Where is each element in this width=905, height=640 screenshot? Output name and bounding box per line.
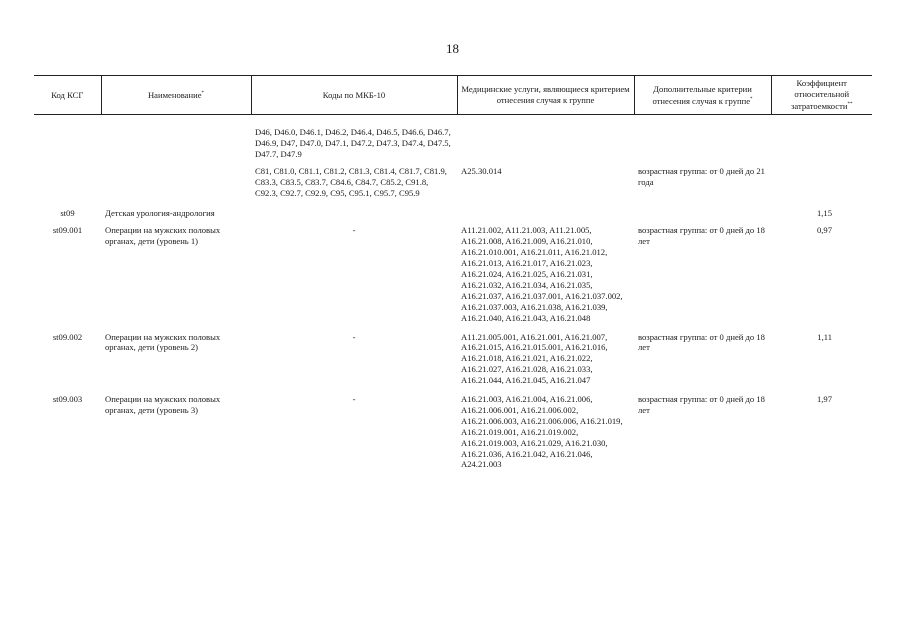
cell-coef: 1,15 <box>816 208 832 219</box>
cell-code: st09.001 <box>52 225 83 236</box>
col-header-name: Наименование* <box>101 76 251 115</box>
col-header-mkb: Коды по МКБ-10 <box>251 76 457 115</box>
table-header-row <box>34 76 872 115</box>
table-row <box>34 394 872 470</box>
cell-services: A11.21.005.001, A16.21.001, A16.21.007, A16.21.015, A16.21.015.001, A16.21.016, A16.21.018, A16.21.021, A16.21.022, A16.21.027, A16.21.028, A16.21.033, A16.21.044, A16.21.045, A16.21.047 <box>461 331 608 386</box>
cell-coef: 1,97 <box>816 394 832 405</box>
cell-name: Детская урология-андрология <box>105 208 215 219</box>
cell-mkb: - <box>352 394 356 405</box>
cell-code: st09.003 <box>52 394 83 405</box>
cell-code: st09.002 <box>52 331 83 342</box>
cell-name: Операции на мужских половых органах, дети (уровень 2) <box>105 331 221 353</box>
cell-criteria: возрастная группа: от 0 дней до 18 лет <box>638 331 765 353</box>
cell-name <box>101 127 251 166</box>
col-header-code: Код КСГ <box>34 76 101 115</box>
footnote-mark: * <box>750 96 753 102</box>
cell-criteria: возрастная группа: от 0 дней до 21 года <box>638 165 765 187</box>
col-header-services: Медицинские услуги, являющиеся критерием отнесения случая к группе <box>457 76 634 115</box>
cell-services <box>457 127 634 166</box>
cell-coef: 1,11 <box>817 331 832 342</box>
cell-services: A16.21.003, A16.21.004, A16.21.006, A16.21.006.001, A16.21.006.002, A16.21.006.003, A16.21.006.006, A16.21.019, A16.21.019.001, A16.21.019.002, A16.21.019.003, A16.21.029, A16.21.030, A16.21.036, A16.21.042, A16.21.046, A24.21.003 <box>461 394 623 470</box>
cell-criteria <box>634 208 771 225</box>
cell-name: Операции на мужских половых органах, дети (уровень 3) <box>105 394 221 415</box>
cell-code <box>34 166 101 209</box>
cell-criteria: возрастная группа: от 0 дней до 18 лет <box>638 394 765 415</box>
table-row <box>34 225 872 331</box>
cell-name: Операции на мужских половых органах, дети (уровень 1) <box>105 225 221 247</box>
cell-criteria <box>634 127 771 166</box>
page-number: 18 <box>446 41 459 56</box>
table-row <box>34 208 872 225</box>
cell-services <box>457 208 634 225</box>
cell-coef: 0,97 <box>816 225 832 236</box>
cell-criteria: возрастная группа: от 0 дней до 18 лет <box>638 225 765 247</box>
cell-coef <box>771 127 872 166</box>
col-header-coef: Коэффициент относительной затратоемкости** <box>771 76 872 115</box>
footnote-mark: ** <box>847 102 853 108</box>
col-header-criteria: Дополнительные критерии отнесения случая к группе* <box>634 76 771 115</box>
cell-code <box>34 127 101 166</box>
cell-mkb: D46, D46.0, D46.1, D46.2, D46.4, D46.5, D46.6, D46.7, D46.9, D47, D47.0, D47.1, D47.2, D47.3, D47.4, D47.5, D47.7, D47.9 <box>255 127 451 159</box>
cell-code: st09 <box>60 208 75 219</box>
cell-coef <box>771 166 872 209</box>
cell-mkb: - <box>352 331 356 342</box>
footnote-mark: * <box>201 91 205 97</box>
cell-services: A25.30.014 <box>461 165 502 176</box>
cell-mkb: C81, C81.0, C81.1, C81.2, C81.3, C81.4, C81.7, C81.9, C83.3, C83.5, C83.7, C84.6, C84.7, C85.2, C91.8, C92.3, C92.7, C92.9, C95, C95.1, C95.7, C95.9 <box>255 165 447 198</box>
cell-name <box>101 166 251 209</box>
cell-mkb: - <box>352 225 356 236</box>
table-row <box>34 127 872 166</box>
table-row <box>34 332 872 395</box>
table-row <box>34 166 872 209</box>
cell-services: A11.21.002, A11.21.003, A11.21.005, A16.21.008, A16.21.009, A16.21.010, A16.21.010.001, A16.21.011, A16.21.012, A16.21.013, A16.21.017, A16.21.023, A16.21.024, A16.21.025, A16.21.031, A16.21.032, A16.21.034, A16.21.035, A16.21.037, A16.21.037.001, A16.21.037.002, A16.21.037.003, A16.21.038, A16.21.039, A16.21.040, A16.21.043, A16.21.048 <box>461 225 623 323</box>
ksg-table <box>34 75 872 470</box>
